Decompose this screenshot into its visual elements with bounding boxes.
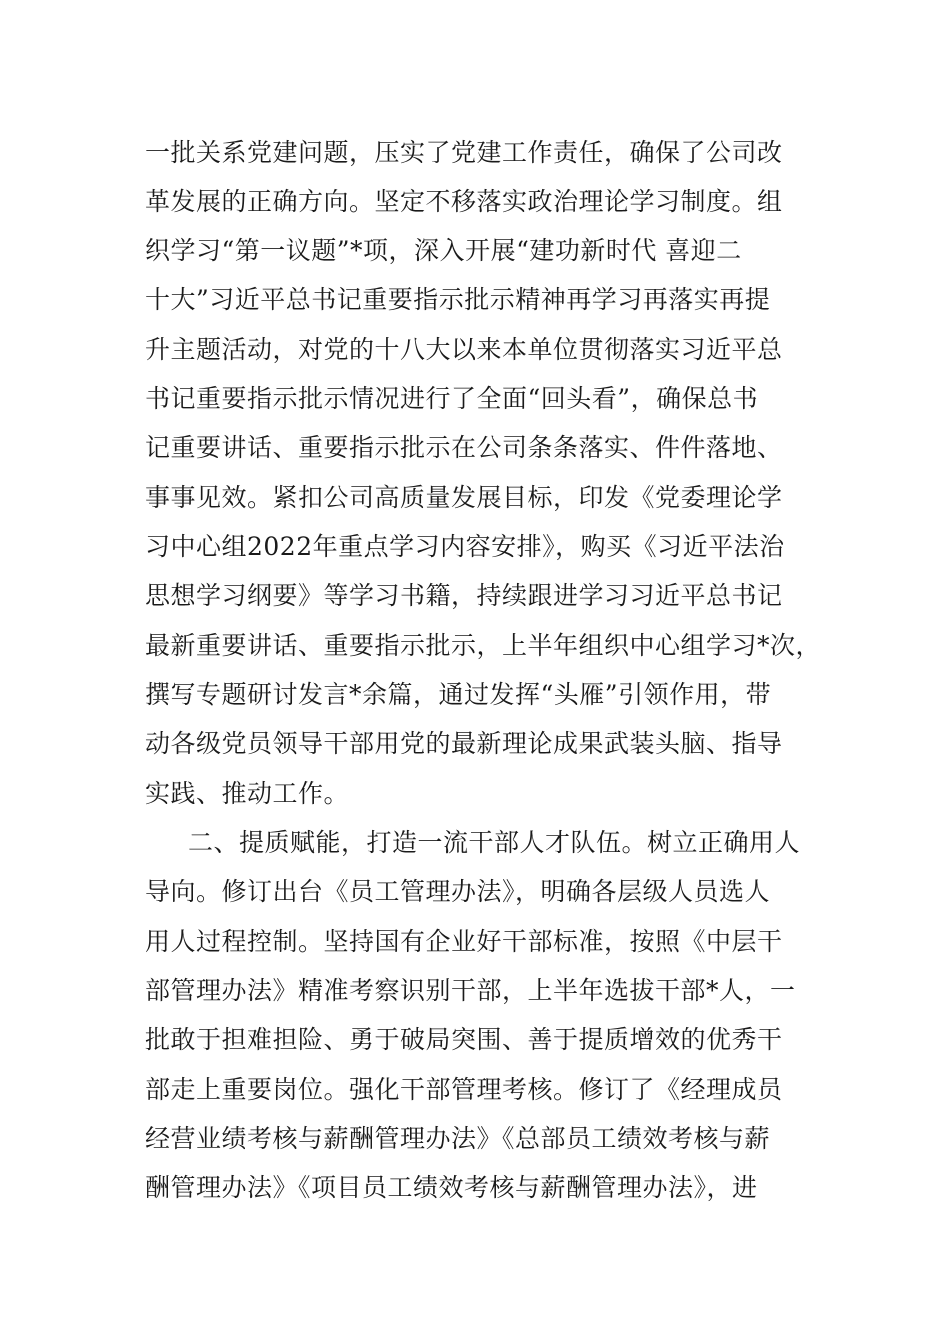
text-line-22: 酬管理办法》《项目员工绩效考核与薪酬管理办法》，进 [145,1173,758,1202]
text-line-7: 记重要讲话、重要指示批示在公司条条落实、件件落地、 [145,433,783,462]
text-line-19: 批敢于担难担险、勇于破局突围、善于提质增效的优秀干 [145,1025,783,1054]
text-line-1: 一批关系党建问题，压实了党建工作责任，确保了公司改 [145,138,783,167]
text-line-11: 最新重要讲话、重要指示批示，上半年组织中心组学习*次， [145,631,822,660]
text-line-9: 习中心组2022年重点学习内容安排》，购买《习近平法治 [145,532,785,561]
text-line-4: 十大”习近平总书记重要指示批示精神再学习再落实再提 [145,285,771,314]
text-line-12: 撰写专题研讨发言*余篇，通过发挥“头雁”引领作用，带 [145,680,772,709]
text-line-6: 书记重要指示批示情况进行了全面“回头看”，确保总书 [145,384,759,413]
text-line-5: 升主题活动，对党的十八大以来本单位贯彻落实习近平总 [145,335,783,364]
section-heading-line: 二、提质赋能，打造一流干部人才队伍。树立正确用人 [188,828,801,857]
text-line-2: 革发展的正确方向。坚定不移落实政治理论学习制度。组 [145,187,783,216]
text-line-13: 动各级党员领导干部用党的最新理论成果武装头脑、指导 [145,729,783,758]
text-line-17: 用人过程控制。坚持国有企业好干部标准，按照《中层干 [145,927,783,956]
text-line-8: 事事见效。紧扣公司高质量发展目标，印发《党委理论学 [145,483,783,512]
text-line-21: 经营业绩考核与薪酬管理办法》《总部员工绩效考核与薪 [145,1124,771,1153]
text-line-16: 导向。修订出台《员工管理办法》，明确各层级人员选人 [145,877,771,906]
text-line-14: 实践、推动工作。 [145,779,350,808]
text-line-20: 部走上重要岗位。强化干部管理考核。修订了《经理成员 [145,1075,783,1104]
text-line-10: 思想学习纲要》等学习书籍，持续跟进学习习近平总书记 [145,581,783,610]
text-line-3: 织学习“第一议题”*项，深入开展“建功新时代 喜迎二 [145,236,742,265]
text-line-18: 部管理办法》精准考察识别干部，上半年选拔干部*人，一 [145,976,796,1005]
